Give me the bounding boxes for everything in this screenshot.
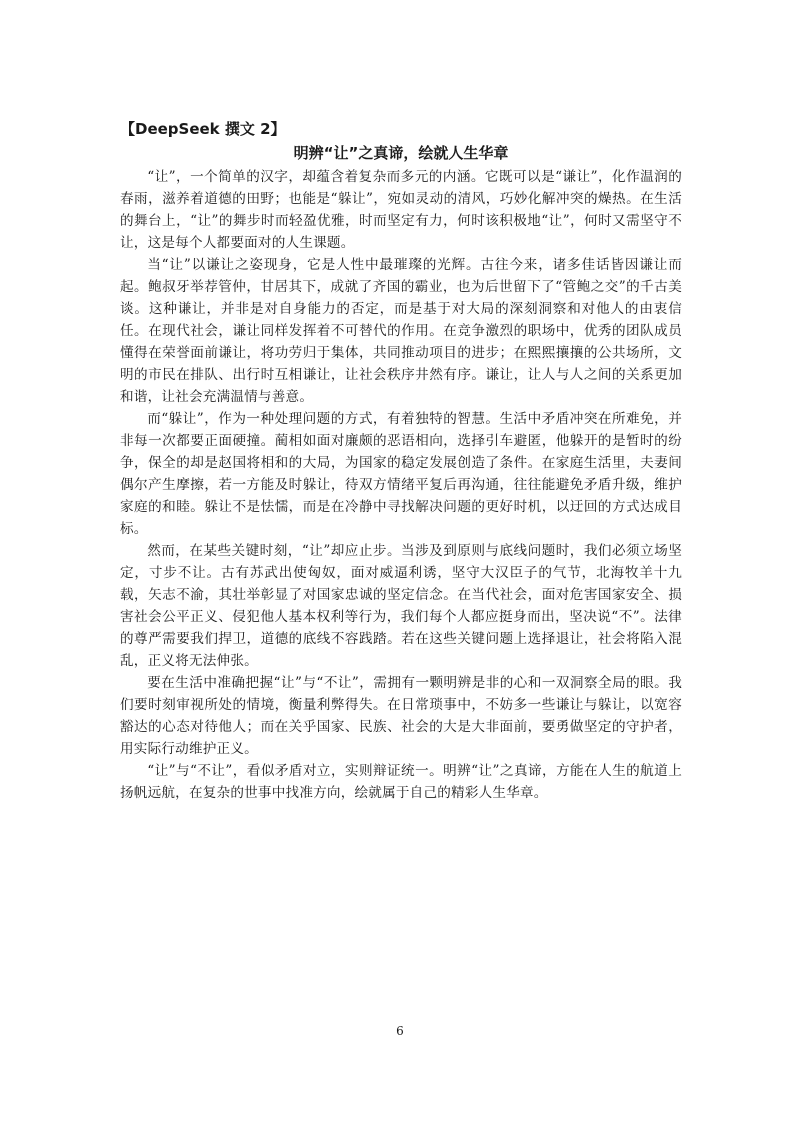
paragraph-6: “让”与“不让”，看似矛盾对立，实则辩证统一。明辨“让”之真谛，方能在人生的航道上扬帆远航，在复杂的世事中找准方向，绘就属于自己的精彩人生华章。 (120, 763, 682, 801)
paragraph-1: “让”，一个简单的汉字，却蕴含着复杂而多元的内涵。它既可以是“谦让”，化作温润的春雨，滋养着道德的田野；也能是“躲让”，宛如灵动的清风，巧妙化解冲突的燥热。在生活的舞台上，“让”的舞步时而轻盈优雅，时而坚定有力，何时该积极地“让”，何时又需坚守不让，这是每个人都要面对的人生课题。 (120, 169, 682, 251)
paragraph-5: 要在生活中准确把握“让”与“不让”，需拥有一颗明辨是非的心和一双洞察全局的眼。我们要时刻审视所处的情境，衡量利弊得失。在日常琐事中，不妨多一些谦让与躲让，以宽容豁达的心态对待他人；而在关乎国家、民族、社会的大是大非面前，要勇做坚定的守护者，用实际行动维护正义。 (120, 675, 682, 757)
document-body (120, 118, 682, 804)
paragraph-3: 而“躲让”，作为一种处理问题的方式，有着独特的智慧。生活中矛盾冲突在所难免，并非每一次都要正面硬撞。蔺相如面对廉颇的恶语相向，选择引车避匿，他躲开的是暂时的纷争，保全的却是赵国将相和的大局，为国家的稳定发展创造了条件。在家庭生活里，夫妻间偶尔产生摩擦，若一方能及时躲让，待双方情绪平复后再沟通，往往能避免矛盾升级，维护家庭的和睦。躲让不是怯懦，而是在冷静中寻找解决问题的更好时机，以迂回的方式达成目标。 (120, 411, 682, 537)
page-number: 6 (396, 1024, 404, 1038)
paragraph-4: 然而，在某些关键时刻，“让”却应止步。当涉及到原则与底线问题时，我们必须立场坚定，寸步不让。古有苏武出使匈奴，面对威逼利诱，坚守大汉臣子的气节，北海牧羊十九载，矢志不渝，其壮举彰显了对国家忠诚的坚定信念。在当代社会，面对危害国家安全、损害社会公平正义、侵犯他人基本权利等行为，我们每个人都应挺身而出，坚决说“不”。法律的尊严需要我们捍卫，道德的底线不容践踏。若在这些关键问题上选择退让，社会将陷入混乱，正义将无法伸张。 (120, 543, 682, 669)
document-tag: 【DeepSeek 撰文 2】 (120, 120, 286, 138)
document-title: 明辨“让”之真谛，绘就人生华章 (293, 144, 509, 162)
paragraph-2: 当“让”以谦让之姿现身，它是人性中最璀璨的光辉。古往今来，诸多佳话皆因谦让而起。鲍叔牙举荐管仲，甘居其下，成就了齐国的霸业，也为后世留下了“管鲍之交”的千古美谈。这种谦让，并非是对自身能力的否定，而是基于对大局的深刻洞察和对他人的由衷信任。在现代社会，谦让同样发挥着不可替代的作用。在竞争激烈的职场中，优秀的团队成员懂得在荣誉面前谦让，将功劳归于集体，共同推动项目的进步；在熙熙攘攘的公共场所，文明的市民在排队、出行时互相谦让，让社会秩序井然有序。谦让，让人与人之间的关系更加和谐，让社会充满温情与善意。 (120, 257, 682, 405)
